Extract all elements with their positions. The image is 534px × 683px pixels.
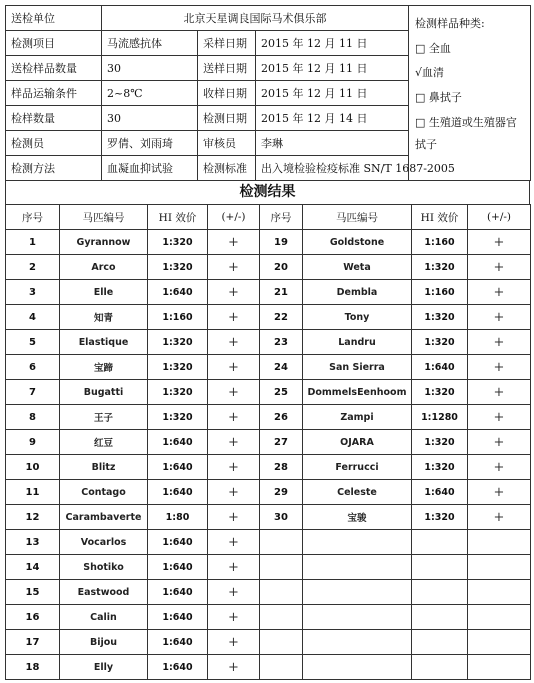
horse-id-cell: Tony xyxy=(303,305,412,330)
result-cell: + xyxy=(468,355,531,380)
hi-titer-cell: 1:160 xyxy=(148,305,208,330)
table-row xyxy=(6,580,531,605)
standard-value: 出入境检验检疫标准 SN/T 1687-2005 xyxy=(256,156,409,181)
method-label: 检测方法 xyxy=(6,156,102,181)
hi-titer-cell: 1:320 xyxy=(412,455,468,480)
horse-id-cell: Contago xyxy=(60,480,148,505)
empty-cell xyxy=(468,580,531,605)
table-row xyxy=(6,480,531,505)
empty-cell xyxy=(303,630,412,655)
empty-cell xyxy=(468,655,531,680)
hi-titer-cell: 1:160 xyxy=(412,230,468,255)
sample-no-cell: 29 xyxy=(260,480,303,505)
sample-no-cell: 4 xyxy=(6,305,60,330)
sample-no-cell: 7 xyxy=(6,380,60,405)
table-row xyxy=(6,230,531,255)
hi-titer-cell: 1:320 xyxy=(412,255,468,280)
horse-id-cell: Elly xyxy=(60,655,148,680)
sample-no-cell: 19 xyxy=(260,230,303,255)
hi-titer-cell: 1:640 xyxy=(148,480,208,505)
tester-value: 罗倩、刘雨琦 xyxy=(102,131,198,156)
col-header-no: 序号 xyxy=(260,205,303,230)
col-header-horse-id: 马匹编号 xyxy=(60,205,148,230)
sample-type-item: □ 鼻拭子 xyxy=(415,90,462,104)
sample-types-panel xyxy=(409,6,531,181)
horse-id-cell: OJARA xyxy=(303,430,412,455)
table-row xyxy=(6,505,531,530)
col-header-result: (+/-) xyxy=(208,205,260,230)
table-row xyxy=(6,605,531,630)
hi-titer-cell: 1:320 xyxy=(412,305,468,330)
horse-id-cell: Goldstone xyxy=(303,230,412,255)
hi-titer-cell: 1:640 xyxy=(148,630,208,655)
horse-id-cell: Shotiko xyxy=(60,555,148,580)
test-date-value: 2015 年 12 月 14 日 xyxy=(256,106,409,131)
checkbox-icon: □ xyxy=(415,90,426,104)
result-cell: + xyxy=(208,355,260,380)
horse-id-cell: Blitz xyxy=(60,455,148,480)
horse-id-cell: Arco xyxy=(60,255,148,280)
unit-value: 北京天星调良国际马术俱乐部 xyxy=(102,6,409,31)
col-header-hi-titer: HI 效价 xyxy=(412,205,468,230)
sample-no-cell: 13 xyxy=(6,530,60,555)
checkbox-icon: □ xyxy=(415,41,426,55)
sample-no-cell: 28 xyxy=(260,455,303,480)
sample-type-item: □ 生殖道或生殖器官拭子 xyxy=(415,116,517,151)
result-cell: + xyxy=(468,280,531,305)
sample-no-cell: 27 xyxy=(260,430,303,455)
table-row xyxy=(6,380,531,405)
sample-types-title: 检测样品种类: xyxy=(415,17,485,30)
result-cell: + xyxy=(468,330,531,355)
hi-titer-cell: 1:80 xyxy=(148,505,208,530)
empty-cell xyxy=(412,530,468,555)
result-cell: + xyxy=(208,655,260,680)
result-cell: + xyxy=(208,580,260,605)
result-cell: + xyxy=(208,455,260,480)
sample-no-cell: 5 xyxy=(6,330,60,355)
horse-id-cell: DommelsEenhoom xyxy=(303,380,412,405)
empty-cell xyxy=(412,580,468,605)
empty-cell xyxy=(468,605,531,630)
empty-cell xyxy=(260,605,303,630)
empty-cell xyxy=(412,555,468,580)
hi-titer-cell: 1:320 xyxy=(412,430,468,455)
sample-no-cell: 23 xyxy=(260,330,303,355)
hi-titer-cell: 1:320 xyxy=(148,255,208,280)
results-header-row xyxy=(6,205,531,230)
horse-id-cell: Calin xyxy=(60,605,148,630)
standard-label: 检测标准 xyxy=(198,156,256,181)
hi-titer-cell: 1:640 xyxy=(148,430,208,455)
horse-id-cell: Landru xyxy=(303,330,412,355)
table-row xyxy=(6,555,531,580)
result-cell: + xyxy=(468,480,531,505)
horse-id-cell: Vocarlos xyxy=(60,530,148,555)
empty-cell xyxy=(468,555,531,580)
sample-no-cell: 11 xyxy=(6,480,60,505)
horse-id-cell: Elastique xyxy=(60,330,148,355)
send-date-label: 送样日期 xyxy=(198,56,256,81)
empty-cell xyxy=(412,605,468,630)
sample-no-cell: 17 xyxy=(6,630,60,655)
result-cell: + xyxy=(208,380,260,405)
result-cell: + xyxy=(208,255,260,280)
horse-id-cell: San Sierra xyxy=(303,355,412,380)
test-count-value: 30 xyxy=(102,106,198,131)
sample-no-cell: 16 xyxy=(6,605,60,630)
result-cell: + xyxy=(468,255,531,280)
item-value: 马流感抗体 xyxy=(102,31,198,56)
hi-titer-cell: 1:320 xyxy=(148,380,208,405)
result-cell: + xyxy=(208,605,260,630)
table-row xyxy=(6,455,531,480)
receive-date-value: 2015 年 12 月 11 日 xyxy=(256,81,409,106)
table-row xyxy=(6,405,531,430)
sample-no-cell: 1 xyxy=(6,230,60,255)
result-cell: + xyxy=(208,305,260,330)
hi-titer-cell: 1:320 xyxy=(412,330,468,355)
result-cell: + xyxy=(468,380,531,405)
sample-date-value: 2015 年 12 月 11 日 xyxy=(256,31,409,56)
result-cell: + xyxy=(468,430,531,455)
horse-id-cell: 红豆 xyxy=(60,430,148,455)
empty-cell xyxy=(412,655,468,680)
hi-titer-cell: 1:640 xyxy=(148,455,208,480)
table-row xyxy=(6,330,531,355)
horse-id-cell: Bugatti xyxy=(60,380,148,405)
result-cell: + xyxy=(208,630,260,655)
transport-value: 2~8℃ xyxy=(102,81,198,106)
sample-no-cell: 2 xyxy=(6,255,60,280)
empty-cell xyxy=(468,530,531,555)
empty-cell xyxy=(468,630,531,655)
sample-no-cell: 22 xyxy=(260,305,303,330)
col-header-result: (+/-) xyxy=(468,205,531,230)
hi-titer-cell: 1:640 xyxy=(148,655,208,680)
sample-no-cell: 8 xyxy=(6,405,60,430)
test-date-label: 检测日期 xyxy=(198,106,256,131)
col-header-hi-titer: HI 效价 xyxy=(148,205,208,230)
table-row xyxy=(6,355,531,380)
sample-no-cell: 14 xyxy=(6,555,60,580)
empty-cell xyxy=(303,605,412,630)
table-row xyxy=(6,530,531,555)
empty-cell xyxy=(260,630,303,655)
result-cell: + xyxy=(208,330,260,355)
results-title: 检测结果 xyxy=(5,180,530,204)
hi-titer-cell: 1:640 xyxy=(148,555,208,580)
empty-cell xyxy=(303,530,412,555)
result-cell: + xyxy=(208,555,260,580)
sample-no-cell: 30 xyxy=(260,505,303,530)
hi-titer-cell: 1:640 xyxy=(148,530,208,555)
unit-label: 送检单位 xyxy=(6,6,102,31)
hi-titer-cell: 1:160 xyxy=(412,280,468,305)
count-value: 30 xyxy=(102,56,198,81)
horse-id-cell: Bijou xyxy=(60,630,148,655)
result-cell: + xyxy=(468,305,531,330)
horse-id-cell: 知青 xyxy=(60,305,148,330)
empty-cell xyxy=(303,580,412,605)
empty-cell xyxy=(260,555,303,580)
horse-id-cell: Zampi xyxy=(303,405,412,430)
empty-cell xyxy=(260,530,303,555)
hi-titer-cell: 1:640 xyxy=(148,580,208,605)
empty-cell xyxy=(260,655,303,680)
sample-no-cell: 21 xyxy=(260,280,303,305)
sample-no-cell: 6 xyxy=(6,355,60,380)
receive-date-label: 收样日期 xyxy=(198,81,256,106)
checkmark-icon: √ xyxy=(415,66,423,79)
sample-no-cell: 12 xyxy=(6,505,60,530)
sample-no-cell: 20 xyxy=(260,255,303,280)
send-date-value: 2015 年 12 月 11 日 xyxy=(256,56,409,81)
reviewer-label: 审核员 xyxy=(198,131,256,156)
result-cell: + xyxy=(208,480,260,505)
result-cell: + xyxy=(208,280,260,305)
sample-date-label: 采样日期 xyxy=(198,31,256,56)
transport-label: 样品运输条件 xyxy=(6,81,102,106)
horse-id-cell: 宝骏 xyxy=(303,505,412,530)
hi-titer-cell: 1:320 xyxy=(412,380,468,405)
hi-titer-cell: 1:320 xyxy=(148,330,208,355)
result-cell: + xyxy=(208,530,260,555)
table-row xyxy=(6,255,531,280)
sample-no-cell: 15 xyxy=(6,580,60,605)
table-row xyxy=(6,280,531,305)
hi-titer-cell: 1:640 xyxy=(148,605,208,630)
hi-titer-cell: 1:320 xyxy=(412,505,468,530)
sample-no-cell: 25 xyxy=(260,380,303,405)
table-row xyxy=(6,630,531,655)
count-label: 送检样品数量 xyxy=(6,56,102,81)
result-cell: + xyxy=(468,230,531,255)
horse-id-cell: Weta xyxy=(303,255,412,280)
col-header-no: 序号 xyxy=(6,205,60,230)
horse-id-cell: Carambaverte xyxy=(60,505,148,530)
sample-no-cell: 3 xyxy=(6,280,60,305)
col-header-horse-id: 马匹编号 xyxy=(303,205,412,230)
result-cell: + xyxy=(208,405,260,430)
test-count-label: 检样数量 xyxy=(6,106,102,131)
horse-id-cell: Ferrucci xyxy=(303,455,412,480)
sample-type-item: √血清 xyxy=(415,66,445,79)
result-cell: + xyxy=(468,405,531,430)
hi-titer-cell: 1:640 xyxy=(412,480,468,505)
hi-titer-cell: 1:640 xyxy=(148,280,208,305)
sample-no-cell: 10 xyxy=(6,455,60,480)
item-label: 检测项目 xyxy=(6,31,102,56)
result-cell: + xyxy=(208,230,260,255)
empty-cell xyxy=(303,655,412,680)
checkbox-icon: □ xyxy=(415,116,426,129)
hi-titer-cell: 1:640 xyxy=(412,355,468,380)
results-table xyxy=(5,204,531,680)
report-header-table xyxy=(5,5,531,181)
method-value: 血凝血抑试验 xyxy=(102,156,198,181)
horse-id-cell: 王子 xyxy=(60,405,148,430)
empty-cell xyxy=(260,580,303,605)
table-row xyxy=(6,655,531,680)
table-row xyxy=(6,305,531,330)
hi-titer-cell: 1:320 xyxy=(148,230,208,255)
sample-no-cell: 18 xyxy=(6,655,60,680)
horse-id-cell: Dembla xyxy=(303,280,412,305)
hi-titer-cell: 1:320 xyxy=(148,355,208,380)
sample-no-cell: 26 xyxy=(260,405,303,430)
tester-label: 检测员 xyxy=(6,131,102,156)
hi-titer-cell: 1:320 xyxy=(148,405,208,430)
horse-id-cell: Gyrannow xyxy=(60,230,148,255)
empty-cell xyxy=(412,630,468,655)
empty-cell xyxy=(303,555,412,580)
result-cell: + xyxy=(468,505,531,530)
result-cell: + xyxy=(208,505,260,530)
table-row xyxy=(6,430,531,455)
result-cell: + xyxy=(208,430,260,455)
horse-id-cell: Eastwood xyxy=(60,580,148,605)
reviewer-value: 李琳 xyxy=(256,131,409,156)
sample-type-item: □ 全血 xyxy=(415,41,451,55)
result-cell: + xyxy=(468,455,531,480)
results-body xyxy=(6,230,531,680)
horse-id-cell: 宝蹄 xyxy=(60,355,148,380)
horse-id-cell: Elle xyxy=(60,280,148,305)
sample-no-cell: 24 xyxy=(260,355,303,380)
sample-no-cell: 9 xyxy=(6,430,60,455)
hi-titer-cell: 1:1280 xyxy=(412,405,468,430)
horse-id-cell: Celeste xyxy=(303,480,412,505)
